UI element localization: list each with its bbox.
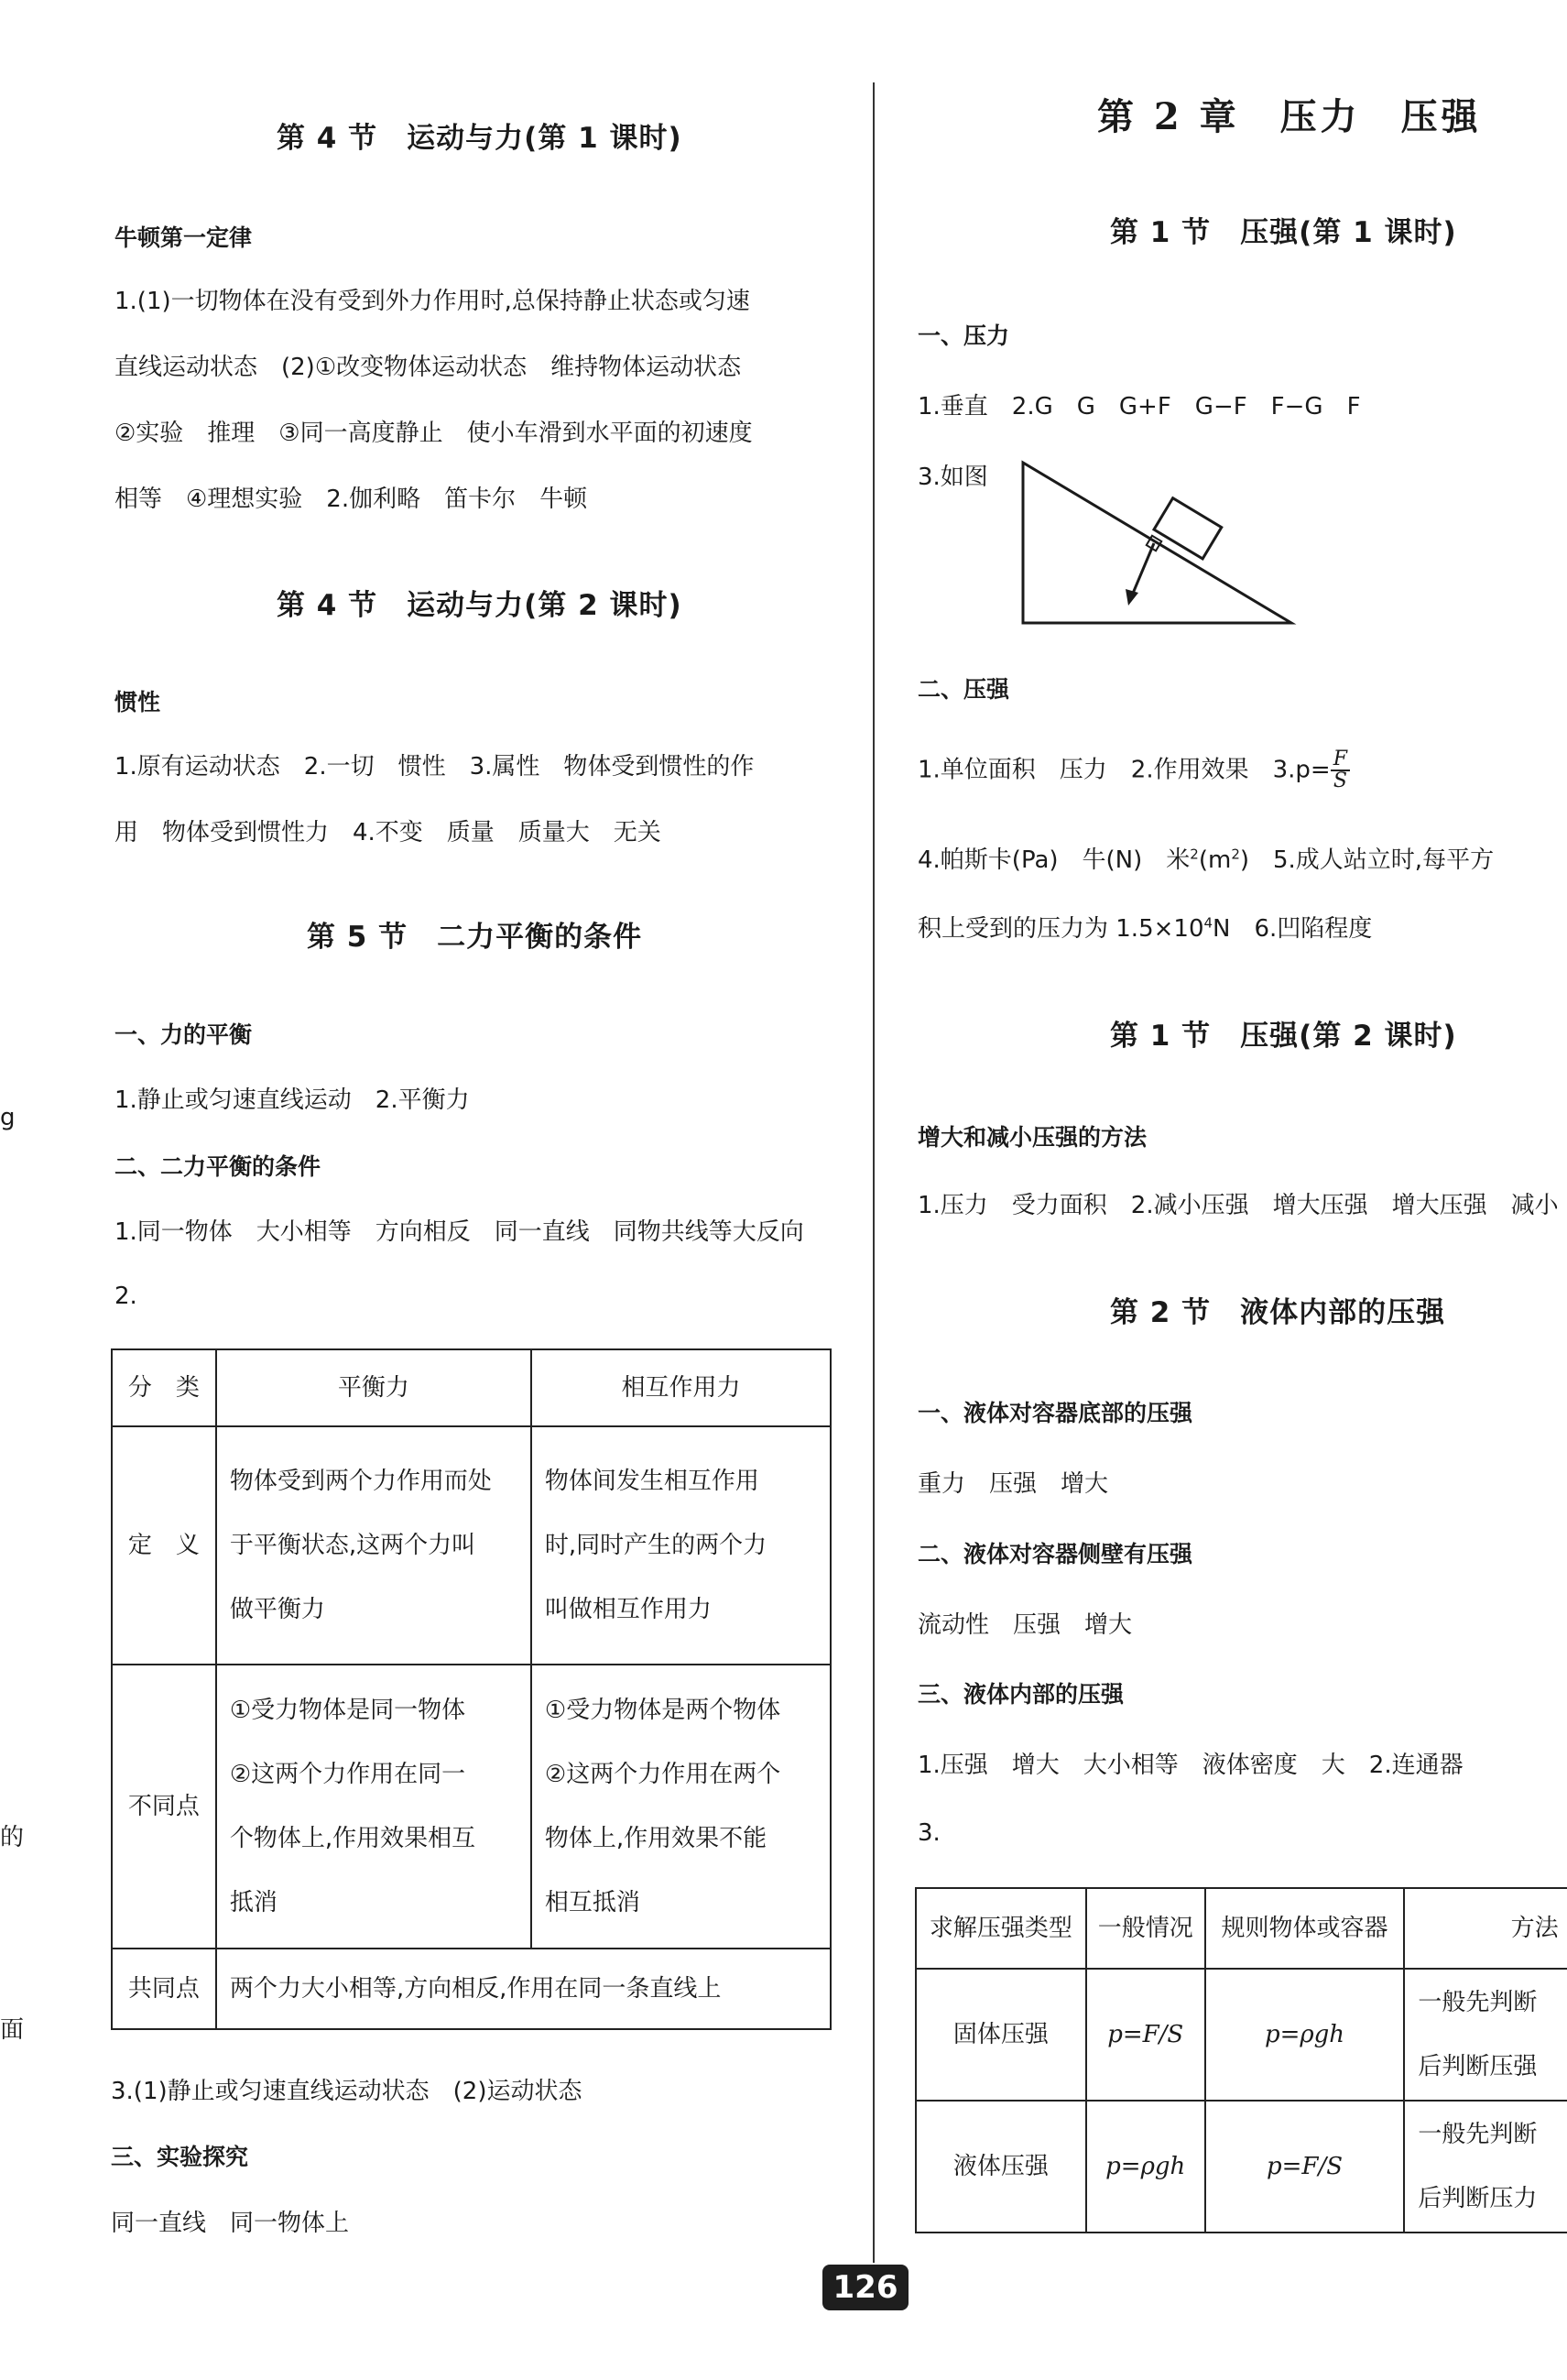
subsection-heading: 一、液体对容器底部的压强 — [918, 1400, 1193, 1426]
column-divider — [873, 82, 875, 2263]
section-title: 第 2 节 液体内部的压强 — [1110, 1296, 1446, 1329]
table-header: 规则物体或容器 — [1205, 1888, 1405, 1969]
answer-line: 3. — [918, 1819, 941, 1847]
table-cell: ①受力物体是同一物体 ②这两个力作用在同一 个物体上,作用效果相互 抵消 — [216, 1665, 531, 1949]
subsection-heading: 一、压力 — [918, 322, 1010, 349]
answer-line: 1.同一物体 大小相等 方向相反 同一直线 同物共线等大反向 — [114, 1218, 804, 1246]
margin-fragment: g — [0, 1104, 16, 1131]
margin-fragment: 面 — [0, 2016, 25, 2044]
table-row-label: 共同点 — [112, 1949, 216, 2029]
table-row-label: 定 义 — [112, 1426, 216, 1665]
table-cell: p=F/S — [1086, 1969, 1205, 2101]
answer-line: 2. — [114, 1283, 137, 1310]
pressure-method-table — [915, 1887, 1567, 2233]
pressure-formula-fraction: $\frac{F}{S}$ — [1331, 749, 1350, 792]
table-cell: 一般先判断 后判断压强 — [1404, 1969, 1567, 2101]
section-title: 第 1 节 压强(第 1 课时) — [1110, 216, 1457, 249]
incline-triangle — [1023, 463, 1291, 623]
subsection-heading: 牛顿第一定律 — [114, 224, 253, 251]
table-header: 方法 — [1404, 1888, 1567, 1969]
table-cell: p=ρgh — [1205, 1969, 1405, 2101]
answer-line: 相等 ④理想实验 2.伽利略 笛卡尔 牛顿 — [114, 486, 588, 513]
subsection-heading: 三、实验探究 — [111, 2144, 249, 2170]
subsection-heading: 一、力的平衡 — [114, 1021, 253, 1048]
table-header: 相互作用力 — [531, 1349, 831, 1426]
subsection-heading: 二、二力平衡的条件 — [114, 1153, 321, 1180]
answer-line: 3.(1)静止或匀速直线运动状态 (2)运动状态 — [111, 2078, 582, 2105]
chapter-title: 第 2 章 压力 压强 — [1097, 95, 1482, 138]
table-cell: ①受力物体是两个物体 ②这两个力作用在两个 物体上,作用效果不能 相互抵消 — [531, 1665, 831, 1949]
answer-line: 积上受到的压力为 $1.5\times 10^4N$ 6.凹陷程度 — [918, 914, 1373, 943]
incline-force-diagram — [1017, 453, 1300, 637]
table-cell: 物体间发生相互作用 时,同时产生的两个力 叫做相互作用力 — [531, 1426, 831, 1665]
pressure-table-viewport — [913, 1887, 1567, 2235]
answer-line: 1.压强 增大 大小相等 液体密度 大 2.连通器 — [918, 1752, 1464, 1779]
subsection-heading: 二、压强 — [918, 676, 1010, 703]
answer-line: 4.帕斯卡(Pa) 牛(N) 米$^2(m^2)$ 5.成人站立时,每平方 — [918, 846, 1495, 874]
table-row-label: 固体压强 — [916, 1969, 1086, 2101]
pressure-arrow-head — [1126, 589, 1138, 606]
table-cell: p=ρgh — [1086, 2101, 1205, 2233]
section-title: 第 5 节 二力平衡的条件 — [307, 921, 643, 954]
section-title: 第 1 节 压强(第 2 课时) — [1110, 1020, 1457, 1053]
subsection-heading: 三、液体内部的压强 — [918, 1681, 1125, 1708]
section-title: 第 4 节 运动与力(第 1 课时) — [277, 122, 682, 155]
answer-line: 1.垂直 2.G G G+F G−F F−G F — [918, 393, 1361, 420]
answer-line: 同一直线 同一物体上 — [111, 2210, 350, 2237]
subsection-heading: 增大和减小压强的方法 — [918, 1124, 1148, 1151]
subsection-heading: 二、液体对容器侧壁有压强 — [918, 1541, 1193, 1567]
table-header: 平衡力 — [216, 1349, 531, 1426]
answer-line: 直线运动状态 (2)①改变物体运动状态 维持物体运动状态 — [114, 354, 742, 381]
section-title: 第 4 节 运动与力(第 2 课时) — [277, 589, 682, 622]
pressure-arrow-shaft — [1132, 543, 1154, 595]
table-header: 分 类 — [112, 1349, 216, 1426]
table-cell: p=F/S — [1205, 2101, 1405, 2233]
page-number: 126 — [822, 2265, 909, 2310]
table-header: 求解压强类型 — [916, 1888, 1086, 1969]
answer-line: 用 物体受到惯性力 4.不变 质量 质量大 无关 — [114, 819, 661, 846]
answer-line: 流动性 压强 增大 — [918, 1611, 1133, 1639]
answer-line: 1.(1)一切物体在没有受到外力作用时,总保持静止状态或匀速 — [114, 288, 750, 315]
comparison-table — [111, 1348, 832, 2030]
answer-line: ②实验 推理 ③同一高度静止 使小车滑到水平面的初速度 — [114, 420, 753, 447]
answer-line: 1.单位面积 压力 2.作用效果 3.p= $\frac{F}{S}$ — [918, 749, 1350, 792]
table-row-label: 液体压强 — [916, 2101, 1086, 2233]
answer-line: 1.压力 受力面积 2.减小压强 增大压强 增大压强 减小 — [918, 1192, 1559, 1219]
table-cell: 一般先判断 后判断压力 — [1404, 2101, 1567, 2233]
answer-line: 重力 压强 增大 — [918, 1470, 1109, 1498]
table-cell: 两个力大小相等,方向相反,作用在同一条直线上 — [216, 1949, 831, 2029]
answer-line: 3.如图 — [918, 464, 988, 491]
block-on-incline — [1154, 498, 1222, 559]
margin-fragment: 的 — [0, 1824, 25, 1851]
answer-line: 1.静止或匀速直线运动 2.平衡力 — [114, 1086, 470, 1114]
table-cell: 物体受到两个力作用而处 于平衡状态,这两个力叫 做平衡力 — [216, 1426, 531, 1665]
answer-line: 1.原有运动状态 2.一切 惯性 3.属性 物体受到惯性的作 — [114, 753, 755, 781]
table-header: 一般情况 — [1086, 1888, 1205, 1969]
subsection-heading: 惯性 — [114, 689, 161, 715]
table-row-label: 不同点 — [112, 1665, 216, 1949]
